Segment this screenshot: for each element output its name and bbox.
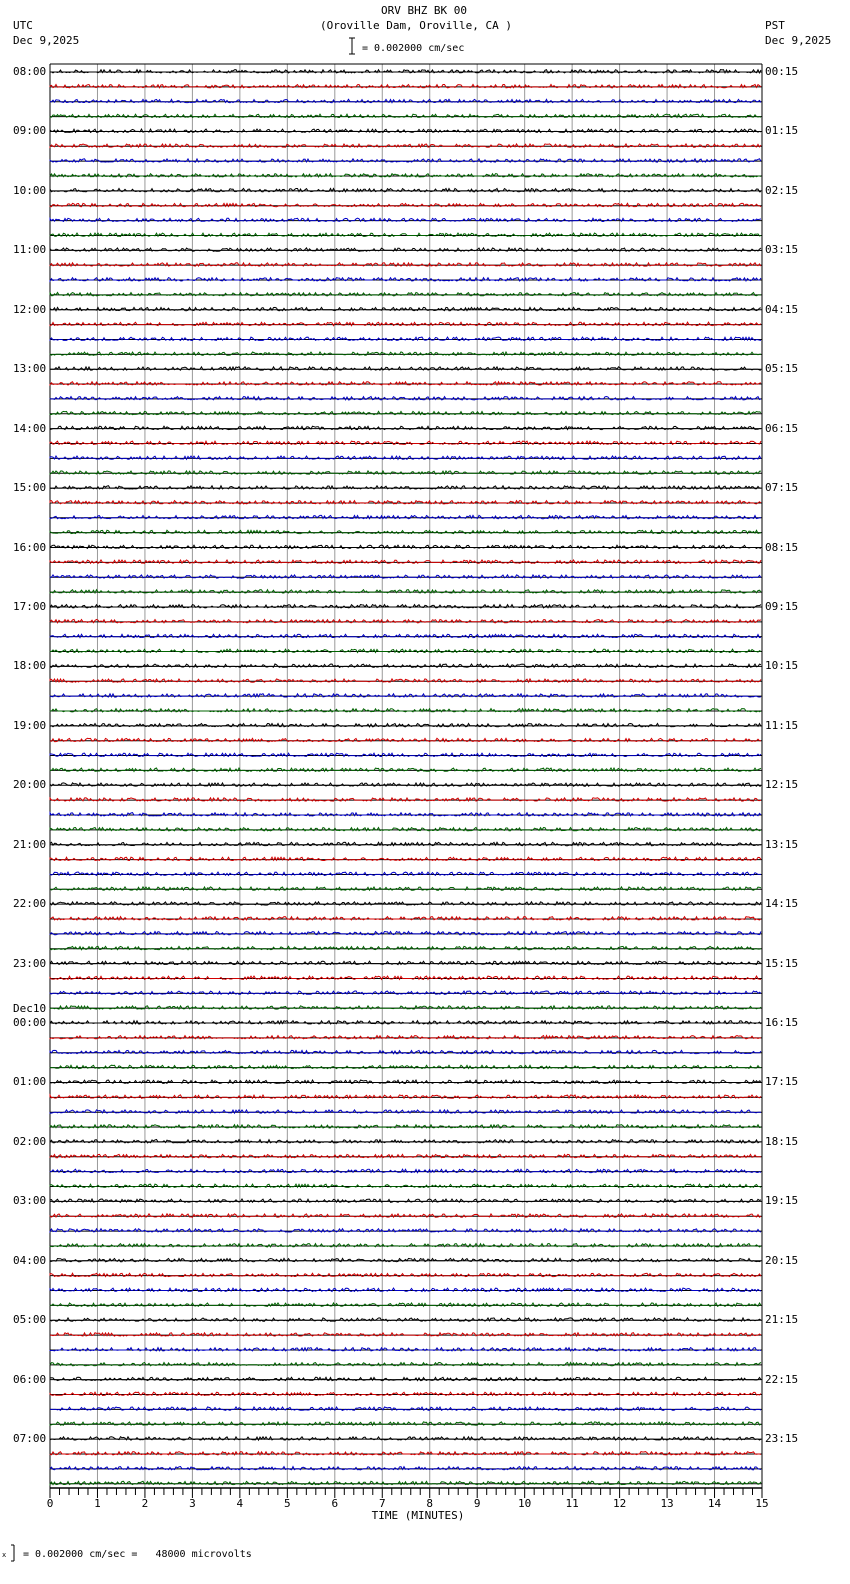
pst-hour-label: 21:15 (765, 1313, 799, 1327)
seismic-trace (50, 1199, 761, 1202)
seismic-trace (50, 828, 761, 831)
pst-hour-label: 05:15 (765, 362, 799, 376)
utc-hour-label: 20:00 (13, 778, 47, 792)
seismic-trace (50, 426, 761, 429)
pst-hour-label: 07:15 (765, 481, 799, 495)
seismic-trace (50, 1348, 761, 1351)
seismic-trace (50, 738, 761, 741)
utc-hour-label: 18:00 (13, 659, 47, 673)
seismic-trace (50, 634, 761, 637)
pst-hour-label: 18:15 (765, 1134, 799, 1148)
seismic-trace (50, 1303, 761, 1306)
x-tick-label: 7 (378, 1497, 386, 1510)
utc-hour-label: 11:00 (13, 243, 47, 257)
x-tick-label: 9 (473, 1497, 481, 1510)
utc-hour-label: 03:00 (13, 1194, 47, 1208)
right-timezone: PST (765, 19, 785, 32)
seismic-trace (50, 367, 761, 370)
pst-hour-label: 23:15 (765, 1432, 799, 1446)
x-tick-label: 10 (518, 1497, 532, 1510)
pst-hour-label: 13:15 (765, 837, 799, 851)
x-tick-label: 12 (612, 1497, 627, 1510)
seismic-trace (50, 411, 761, 414)
pst-hour-label: 20:15 (765, 1253, 799, 1267)
seismic-trace (50, 278, 761, 281)
pst-hour-label: 10:15 (765, 659, 799, 673)
x-tick-label: 15 (755, 1497, 769, 1510)
utc-hour-label: 19:00 (13, 718, 47, 732)
x-axis-title: TIME (MINUTES) (371, 1509, 465, 1522)
utc-hour-label: 02:00 (13, 1134, 47, 1148)
x-tick-label: 5 (284, 1497, 291, 1510)
pst-hour-label: 15:15 (765, 956, 799, 970)
seismic-trace (50, 1273, 761, 1276)
left-timezone: UTC (13, 19, 33, 32)
seismic-trace (50, 85, 761, 88)
seismic-trace (50, 530, 761, 533)
seismic-trace (50, 263, 761, 266)
seismic-trace (50, 1021, 761, 1024)
utc-hour-label: 01:00 (13, 1075, 47, 1089)
seismic-trace (50, 352, 761, 355)
scale-label: = 0.002000 cm/sec (362, 43, 465, 54)
station-location: (Oroville Dam, Oroville, CA ) (319, 19, 513, 32)
x-tick-label: 1 (94, 1497, 101, 1510)
seismic-trace (50, 1452, 761, 1455)
pst-hour-label: 00:15 (765, 65, 799, 78)
seismic-trace (50, 1437, 761, 1440)
footer-scale-label: = 0.002000 cm/sec = 48000 microvolts (23, 1549, 252, 1560)
utc-hour-label: 21:00 (13, 837, 47, 851)
x-tick-label: 2 (141, 1497, 149, 1510)
pst-hour-label: 04:15 (765, 302, 799, 316)
utc-hour-label: 13:00 (13, 362, 47, 376)
x-tick-label: 14 (707, 1497, 722, 1510)
seismic-trace (50, 337, 761, 340)
pst-hour-label: 03:15 (765, 243, 799, 257)
x-tick-label: 4 (236, 1497, 244, 1510)
pst-hour-label: 01:15 (765, 124, 799, 138)
seismic-trace (50, 1362, 761, 1365)
pst-hour-label: 02:15 (765, 183, 799, 197)
footer-marker: x (2, 1551, 7, 1559)
x-tick-label: 6 (331, 1497, 339, 1510)
utc-hour-label: 10:00 (13, 183, 47, 197)
x-tick-label: 0 (46, 1497, 54, 1510)
pst-hour-label: 08:15 (765, 540, 799, 554)
utc-hour-label: 17:00 (13, 599, 47, 613)
utc-hour-label: 14:00 (13, 421, 47, 435)
left-date: Dec 9,2025 (13, 34, 80, 47)
seismic-trace (50, 857, 761, 860)
seismic-trace (50, 1080, 761, 1083)
pst-hour-label: 16:15 (765, 1016, 799, 1030)
x-tick-label: 13 (660, 1497, 674, 1510)
utc-hour-label: 15:00 (13, 481, 47, 495)
seismic-trace (50, 783, 761, 786)
pst-hour-label: 22:15 (765, 1372, 799, 1386)
seismic-trace (50, 991, 761, 994)
x-tick-label: 11 (565, 1497, 579, 1510)
seismic-trace (50, 709, 761, 712)
pst-hour-label: 19:15 (765, 1194, 799, 1208)
x-tick-label: 8 (426, 1497, 434, 1510)
utc-hour-label: 07:00 (13, 1432, 47, 1446)
pst-hour-label: 12:15 (765, 778, 799, 792)
utc-hour-label: 16:00 (13, 540, 47, 554)
utc-hour-label: 04:00 (13, 1253, 47, 1267)
date-change-label: Dec10 (13, 1002, 47, 1016)
pst-hour-label: 11:15 (765, 718, 799, 732)
utc-hour-label: 06:00 (13, 1372, 47, 1386)
seismic-trace (50, 322, 761, 325)
utc-hour-label: 08:00 (13, 65, 47, 78)
seismic-trace (50, 1407, 761, 1410)
utc-hour-label: 22:00 (13, 897, 47, 911)
pst-hour-label: 06:15 (765, 421, 799, 435)
utc-hour-label: 23:00 (13, 956, 47, 970)
seismic-trace (50, 1288, 761, 1291)
pst-hour-label: 09:15 (765, 599, 799, 613)
right-date: Dec 9,2025 (765, 34, 832, 47)
utc-hour-label: 09:00 (13, 124, 47, 138)
utc-hour-label: 00:00 (13, 1016, 47, 1030)
station-title: ORV BHZ BK 00 (380, 4, 468, 17)
utc-hour-label: 12:00 (13, 302, 47, 316)
seismic-trace (50, 114, 761, 117)
x-tick-label: 3 (189, 1497, 196, 1510)
seismic-trace (50, 218, 761, 221)
utc-hour-label: 05:00 (13, 1313, 47, 1327)
pst-hour-label: 14:15 (765, 897, 799, 911)
seismic-trace (50, 753, 761, 756)
pst-hour-label: 17:15 (765, 1075, 799, 1089)
seismic-trace (50, 961, 761, 964)
